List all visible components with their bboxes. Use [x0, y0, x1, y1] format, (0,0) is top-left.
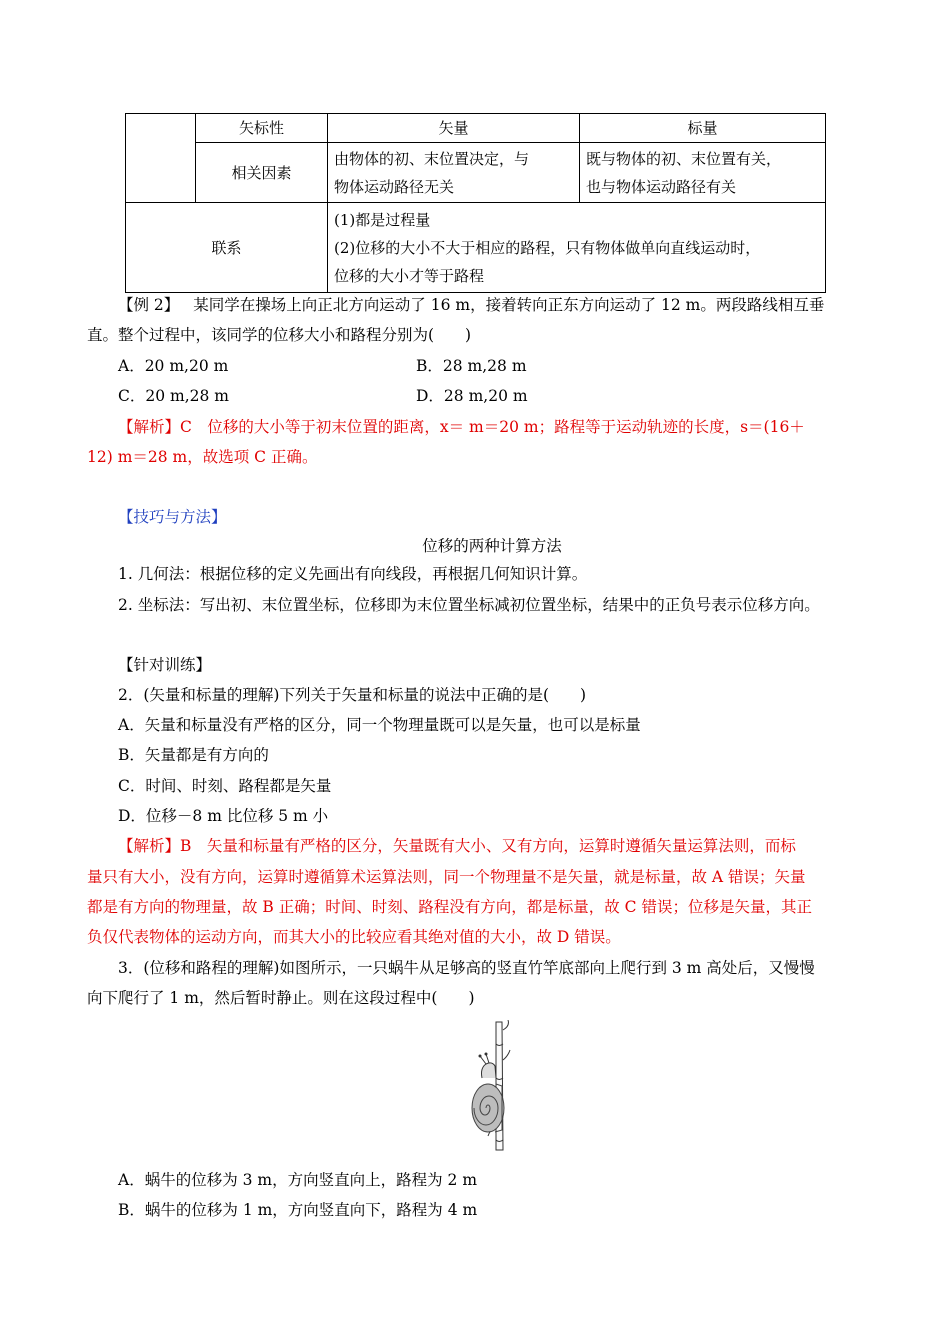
example2-option-b: B．28 m,28 m: [416, 357, 527, 375]
skills-heading: 【技巧与方法】: [118, 508, 227, 526]
example2-line2: 直。整个过程中，该同学的位移大小和路程分别为( ): [87, 326, 472, 344]
table-header-scalar: 标量: [580, 114, 826, 143]
example2-answer-line2: 12) m＝28 m，故选项 C 正确。: [87, 448, 318, 466]
snail-on-bamboo-figure: [462, 1020, 522, 1152]
table-factor-label: 相关因素: [196, 143, 328, 203]
example2-option-c: C．20 m,28 m: [118, 387, 229, 405]
table-header-property: 矢标性: [196, 114, 328, 143]
q3-option-b: B．蜗牛的位移为 1 m，方向竖直向下，路程为 4 m: [118, 1201, 478, 1219]
example2-answer-line1: 【解析】C 位移的大小等于初末位置的距离，x＝ m＝20 m；路程等于运动轨迹的长度，s＝(16＋: [118, 418, 805, 436]
table-factor-vector: 由物体的初、末位置决定，与 物体运动路径无关: [328, 143, 580, 203]
table-relation-content: (1)都是过程量 (2)位移的大小不大于相应的路程，只有物体做单向直线运动时， 位移的大小才等于路程: [328, 203, 826, 293]
training-heading: 【针对训练】: [118, 656, 212, 674]
q2-answer-line2: 量只有大小，没有方向，运算时遵循算术运算法则，同一个物理量不是矢量，就是标量，故 A 错误；矢量: [87, 868, 806, 886]
table-header-vector: 矢量: [328, 114, 580, 143]
table-factor-scalar: 既与物体的初、末位置有关， 也与物体运动路径有关: [580, 143, 826, 203]
q2-answer-line1: 【解析】B 矢量和标量有严格的区分，矢量既有大小、又有方向，运算时遵循矢量运算法则，而标: [118, 837, 796, 855]
vector-scalar-table: [125, 113, 826, 293]
q2-option-d: D．位移－8 m 比位移 5 m 小: [118, 807, 329, 825]
skills-item-2: 2. 坐标法：写出初、末位置坐标，位移即为末位置坐标减初位置坐标，结果中的正负号表示位移方向。: [118, 596, 820, 614]
q2-option-c: C．时间、时刻、路程都是矢量: [118, 777, 332, 795]
skills-title: 位移的两种计算方法: [422, 537, 562, 555]
q3-stem-line1: 3．(位移和路程的理解)如图所示，一只蜗牛从足够高的竖直竹竿底部向上爬行到 3 m 高处后，又慢慢: [118, 959, 815, 977]
q2-answer-line3: 都是有方向的物理量，故 B 正确；时间、时刻、路程没有方向，都是标量，故 C 错误；位移是矢量，其正: [87, 898, 812, 916]
q2-option-a: A．矢量和标量没有严格的区分，同一个物理量既可以是矢量，也可以是标量: [118, 716, 641, 734]
skills-item-1: 1. 几何法：根据位移的定义先画出有向线段，再根据几何知识计算。: [118, 565, 588, 583]
q2-answer-line4: 负仅代表物体的运动方向，而其大小的比较应看其绝对值的大小，故 D 错误。: [87, 928, 621, 946]
example2-tag: 【例 2】: [118, 296, 180, 314]
example2-option-d: D．28 m,20 m: [416, 387, 528, 405]
q3-stem-line2: 向下爬行了 1 m，然后暂时静止。则在这段过程中( ): [87, 989, 475, 1007]
table-relation-label: 联系: [126, 203, 328, 293]
q3-option-a: A．蜗牛的位移为 3 m，方向竖直向上，路程为 2 m: [118, 1171, 478, 1189]
q2-stem: 2．(矢量和标量的理解)下列关于矢量和标量的说法中正确的是( ): [118, 686, 587, 704]
example2-line1: 【例 2】 某同学在操场上向正北方向运动了 16 m，接着转向正东方向运动了 12 m。两段路线相互垂: [118, 296, 825, 314]
q2-option-b: B．矢量都是有方向的: [118, 746, 269, 764]
table-empty-cell: [126, 114, 196, 203]
example2-option-a: A．20 m,20 m: [118, 357, 229, 375]
